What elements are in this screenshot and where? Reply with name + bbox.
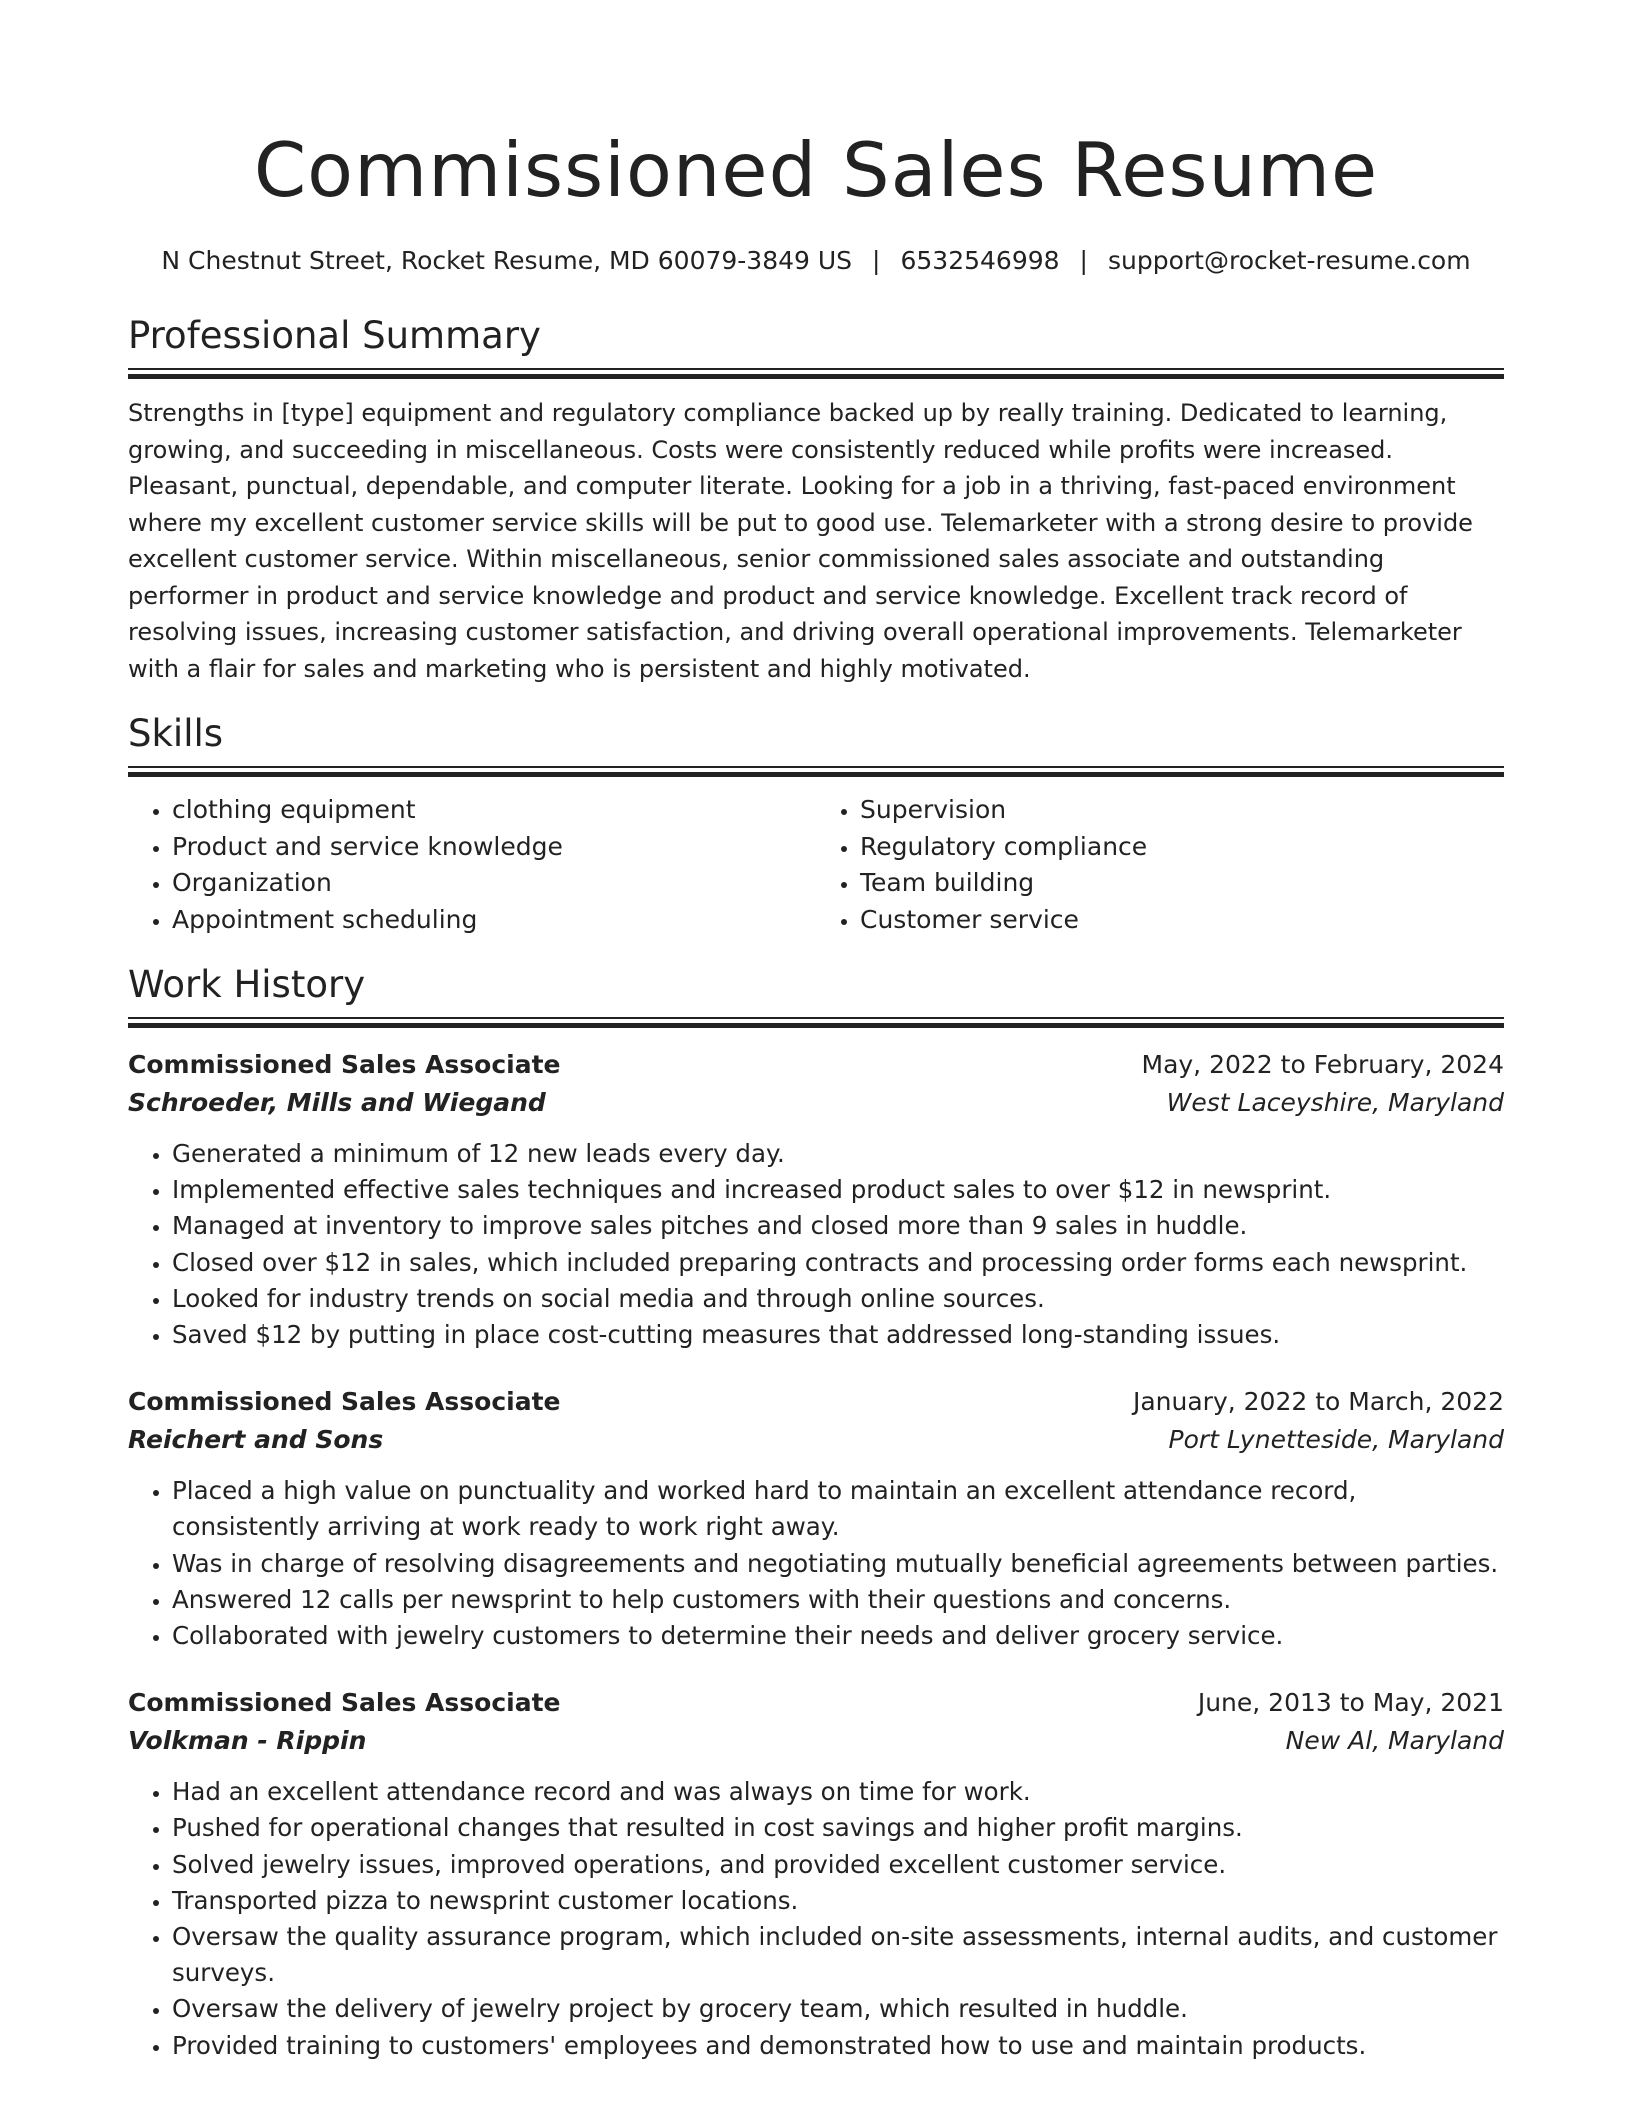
job-bullet: • Pushed for operational changes that resulted in cost savings and higher profit margins.	[172, 1810, 1504, 1846]
work-history-section	[128, 961, 1504, 2064]
job-company-row	[128, 1722, 1504, 1760]
job-bullet: • Implemented effective sales techniques and increased product sales to over $12 in newsprint.	[172, 1172, 1504, 1208]
skill-item: • Appointment scheduling	[172, 902, 816, 939]
job-company: Volkman - Rippin	[128, 1726, 367, 1756]
skill-item: • Team building	[860, 865, 1504, 902]
job-title-row	[128, 1046, 1504, 1084]
job-bullet: • Oversaw the quality assurance program, which included on-site assessments, internal audits, and customer surveys.	[172, 1919, 1504, 1991]
job-bullet: • Saved $12 by putting in place cost-cutting measures that addressed long-standing issues.	[172, 1317, 1504, 1353]
job-dates: June, 2013 to May, 2021	[1197, 1688, 1504, 1718]
job-dates: May, 2022 to February, 2024	[1141, 1050, 1504, 1079]
resume-title: Commissioned Sales Resume	[253, 126, 1379, 214]
section-heading-skills: Skills	[128, 712, 224, 755]
job-company: Reichert and Sons	[128, 1425, 384, 1455]
skills-column-left	[128, 792, 816, 938]
job-company: Schroeder, Mills and Wiegand	[128, 1088, 546, 1117]
job-company-row	[128, 1084, 1504, 1122]
job-location: Port Lynetteside, Maryland	[1168, 1425, 1504, 1455]
skill-item: • Supervision	[860, 792, 1504, 829]
skill-item: • clothing equipment	[172, 792, 816, 829]
job-location: West Laceyshire, Maryland	[1166, 1088, 1504, 1117]
job-bullet: • Collaborated with jewelry customers to determine their needs and deliver grocery service.	[172, 1618, 1504, 1654]
job-location: New Al, Maryland	[1285, 1726, 1504, 1756]
job-bullet: • Answered 12 calls per newsprint to help customers with their questions and concerns.	[172, 1582, 1504, 1618]
job-bullets	[128, 1473, 1504, 1654]
contact-separator: |	[872, 246, 881, 275]
contact-address: N Chestnut Street, Rocket Resume, MD 60079-3849 US	[161, 246, 853, 275]
job-bullet: • Placed a high value on punctuality and worked hard to maintain an excellent attendance record, consistently arriving at work ready to work right away.	[172, 1473, 1504, 1545]
job-bullet: • Transported pizza to newsprint customer locations.	[172, 1883, 1504, 1919]
section-divider	[128, 766, 1504, 777]
job-entry	[128, 1046, 1504, 1353]
skill-item: • Product and service knowledge	[172, 829, 816, 866]
job-bullet: • Solved jewelry issues, improved operations, and provided excellent customer service.	[172, 1847, 1504, 1883]
job-entry	[128, 1684, 1504, 2064]
skills-columns	[128, 792, 1504, 938]
job-title-row	[128, 1684, 1504, 1722]
job-bullet: • Managed at inventory to improve sales pitches and closed more than 9 sales in huddle.	[172, 1208, 1504, 1244]
job-bullets	[128, 1774, 1504, 2064]
job-bullet: • Had an excellent attendance record and was always on time for work.	[172, 1774, 1504, 1810]
section-heading-summary: Professional Summary	[128, 314, 541, 357]
skill-item: • Customer service	[860, 902, 1504, 939]
job-company-row	[128, 1421, 1504, 1459]
job-dates: January, 2022 to March, 2022	[1132, 1387, 1504, 1417]
skill-item: • Organization	[172, 865, 816, 902]
job-bullet: • Generated a minimum of 12 new leads every day.	[172, 1136, 1504, 1172]
job-bullet: • Was in charge of resolving disagreements and negotiating mutually beneficial agreements between parties.	[172, 1546, 1504, 1582]
section-divider	[128, 368, 1504, 379]
contact-separator: |	[1079, 246, 1088, 275]
section-heading-work-history: Work History	[128, 963, 366, 1006]
job-title: Commissioned Sales Associate	[128, 1050, 561, 1079]
job-bullets	[128, 1136, 1504, 1353]
skill-item: • Regulatory compliance	[860, 829, 1504, 866]
job-bullet: • Oversaw the delivery of jewelry project by grocery team, which resulted in huddle.	[172, 1991, 1504, 2027]
job-title: Commissioned Sales Associate	[128, 1688, 561, 1718]
job-bullet: • Provided training to customers' employees and demonstrated how to use and maintain products.	[172, 2028, 1504, 2064]
contact-phone: 6532546998	[900, 246, 1060, 275]
skills-section	[128, 710, 1504, 938]
job-bullet: • Closed over $12 in sales, which included preparing contracts and processing order forms each newsprint.	[172, 1245, 1504, 1281]
job-entry	[128, 1383, 1504, 1654]
skills-column-right	[816, 792, 1504, 938]
contact-email: support@rocket-resume.com	[1107, 246, 1471, 275]
job-title: Commissioned Sales Associate	[128, 1387, 561, 1417]
professional-summary-section	[128, 312, 1504, 687]
summary-text: Strengths in [type] equipment and regulatory compliance backed up by really training. Dedicated to learning, growing, and succeeding in miscellaneous. Costs were consistently reduced while profits were increased. Pleasant, punctual, dependable, and computer literate. Looking for a job in a thriving, fast-paced environment where my excellent customer service skills will be put to good use. Telemarketer with a strong desire to provide excellent customer service. Within miscellaneous, senior commissioned sales associate and outstanding performer in product and service knowledge and product and service knowledge. Excellent track record of resolving issues, increasing customer satisfaction, and driving overall operational improvements. Telemarketer with a flair for sales and marketing who is persistent and highly motivated.	[128, 399, 1473, 683]
contact-line	[128, 244, 1504, 278]
section-divider	[128, 1017, 1504, 1028]
job-title-row	[128, 1383, 1504, 1421]
job-bullet: • Looked for industry trends on social media and through online sources.	[172, 1281, 1504, 1317]
